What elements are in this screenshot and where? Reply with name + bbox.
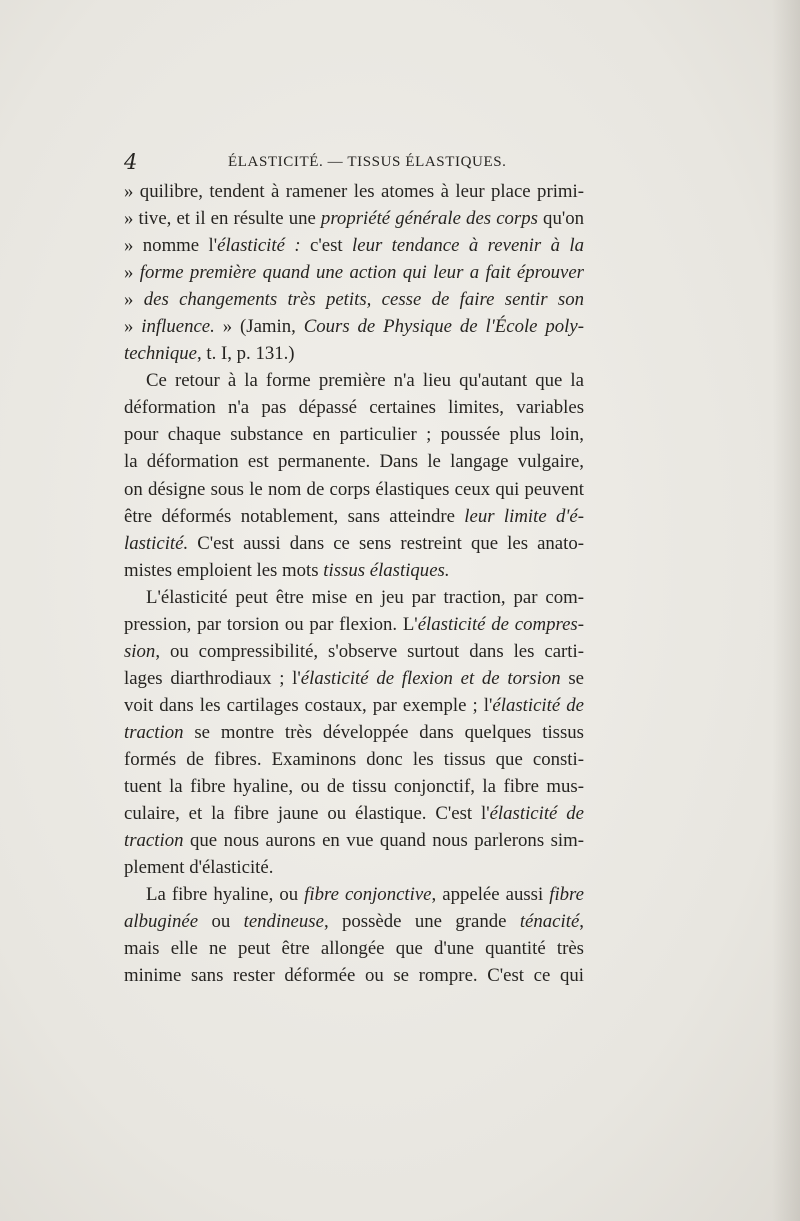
italic-text: élasticité de xyxy=(489,803,584,825)
italic-text: propriété générale des corps xyxy=(320,208,538,230)
text-segment: culaire, et la fibre jaune ou élastique. C'est l' xyxy=(124,803,490,825)
italic-text: albuginée xyxy=(124,911,199,933)
text-line xyxy=(124,908,584,935)
text-segment: lages diarthrodiaux ; l' xyxy=(124,667,301,689)
text-line xyxy=(124,367,584,394)
italic-text: influence. xyxy=(141,316,215,338)
italic-text: fibre conjonctive xyxy=(304,884,432,906)
text-segment: La fibre hyaline, ou xyxy=(146,884,305,906)
italic-text: élasticité de xyxy=(492,694,584,716)
page-number: 4 xyxy=(124,150,138,174)
text-segment: » (Jamin, xyxy=(214,316,304,338)
text-segment: être déformés notablement, sans atteindre xyxy=(124,505,465,527)
text-segment: se montre très développée dans quelques tissus xyxy=(183,721,584,743)
text-line xyxy=(124,881,584,908)
italic-text: tissus élastiques. xyxy=(323,559,450,581)
text-segment: » xyxy=(124,289,144,311)
text-line xyxy=(124,421,584,448)
italic-text: ténacité xyxy=(519,911,580,933)
text-line xyxy=(124,692,584,719)
text-segment: mais elle ne peut être allongée que d'une quantité très xyxy=(124,938,584,960)
text-line xyxy=(124,935,584,962)
text-segment: » xyxy=(124,262,140,284)
italic-text: fibre xyxy=(549,884,585,906)
text-segment: tuent la fibre hyaline, ou de tissu conjonctif, la fibre mus- xyxy=(124,776,584,798)
text-segment: » xyxy=(124,316,142,338)
text-line xyxy=(124,800,584,827)
text-segment: c'est xyxy=(300,235,353,257)
italic-text: Cours de Physique de l'École poly- xyxy=(303,316,584,338)
text-line xyxy=(124,205,584,232)
text-segment: la déformation est permanente. Dans le langage vulgaire, xyxy=(124,451,584,473)
italic-text: forme première quand une action qui leur a fait éprouver xyxy=(139,262,584,284)
text-segment: » quilibre, tendent à ramener les atomes à leur place primi- xyxy=(124,181,584,202)
text-segment: que nous aurons en vue quand nous parlerons sim- xyxy=(183,830,584,852)
text-segment: , appelée aussi xyxy=(431,884,550,906)
text-segment: » tive, et il en résulte une xyxy=(124,208,321,230)
text-line xyxy=(124,286,584,313)
page-edge-shadow xyxy=(772,0,800,1221)
text-line xyxy=(124,584,584,611)
text-segment: minime sans rester déformée ou se rompre. C'est ce qui xyxy=(124,965,584,987)
italic-text: des changements très petits, cesse de faire sentir son xyxy=(143,289,584,311)
text-line xyxy=(124,665,584,692)
text-segment: mistes emploient les mots xyxy=(124,559,324,581)
text-segment: ou xyxy=(198,911,244,933)
text-segment: L'élasticité peut être mise en jeu par traction, par com- xyxy=(146,586,584,608)
text-segment: , ou compressibilité, s'observe surtout dans les carti- xyxy=(155,640,584,662)
text-segment: » nomme l' xyxy=(124,235,218,257)
text-line xyxy=(124,178,584,205)
text-segment: voit dans les cartilages costaux, par exemple ; l' xyxy=(124,694,493,716)
italic-text: leur limite d'é- xyxy=(464,505,584,527)
running-head xyxy=(124,150,544,176)
text-segment: , possède une grande xyxy=(323,911,520,933)
text-segment: on désigne sous le nom de corps élastiques ceux qui peuvent xyxy=(124,478,584,500)
text-line xyxy=(124,827,584,854)
italic-text: élasticité : xyxy=(217,235,301,257)
italic-text: technique xyxy=(124,343,198,365)
italic-text: lasticité. xyxy=(124,532,189,554)
italic-text: traction xyxy=(124,721,184,743)
text-line xyxy=(124,530,584,557)
italic-text: leur tendance à revenir à la xyxy=(352,235,585,257)
italic-text: traction xyxy=(124,830,184,852)
text-line xyxy=(124,313,584,340)
text-line xyxy=(124,854,584,881)
text-segment: , t. I, p. 131.) xyxy=(197,343,295,365)
text-segment: C'est aussi dans ce sens restreint que les anato- xyxy=(188,532,584,554)
text-segment: se xyxy=(560,667,584,689)
text-segment: , xyxy=(579,911,584,933)
body-text xyxy=(124,178,584,989)
text-segment: déformation n'a pas dépassé certaines limites, variables xyxy=(124,397,584,419)
text-line xyxy=(124,448,584,475)
text-line xyxy=(124,638,584,665)
text-segment: plement d'élasticité. xyxy=(124,857,274,879)
text-line xyxy=(124,557,584,584)
text-segment: Ce retour à la forme première n'a lieu qu'autant que la xyxy=(146,370,584,392)
text-line xyxy=(124,962,584,989)
text-segment: formés de fibres. Examinons donc les tissus que consti- xyxy=(124,748,584,770)
text-line xyxy=(124,232,584,259)
text-line xyxy=(124,611,584,638)
text-line xyxy=(124,773,584,800)
italic-text: tendineuse xyxy=(243,911,324,933)
text-line xyxy=(124,746,584,773)
italic-text: sion xyxy=(124,640,156,662)
italic-text: élasticité de compres- xyxy=(417,613,584,635)
text-line xyxy=(124,503,584,530)
text-segment: qu'on xyxy=(537,208,584,230)
text-segment: pour chaque substance en particulier ; poussée plus loin, xyxy=(124,424,584,446)
text-line xyxy=(124,719,584,746)
text-segment: pression, par torsion ou par flexion. L' xyxy=(124,613,418,635)
text-line xyxy=(124,340,584,367)
italic-text: élasticité de flexion et de torsion xyxy=(300,667,561,689)
text-line xyxy=(124,259,584,286)
text-line xyxy=(124,394,584,421)
running-head-title: ÉLASTICITÉ. — TISSUS ÉLASTIQUES. xyxy=(228,154,507,170)
text-line xyxy=(124,476,584,503)
